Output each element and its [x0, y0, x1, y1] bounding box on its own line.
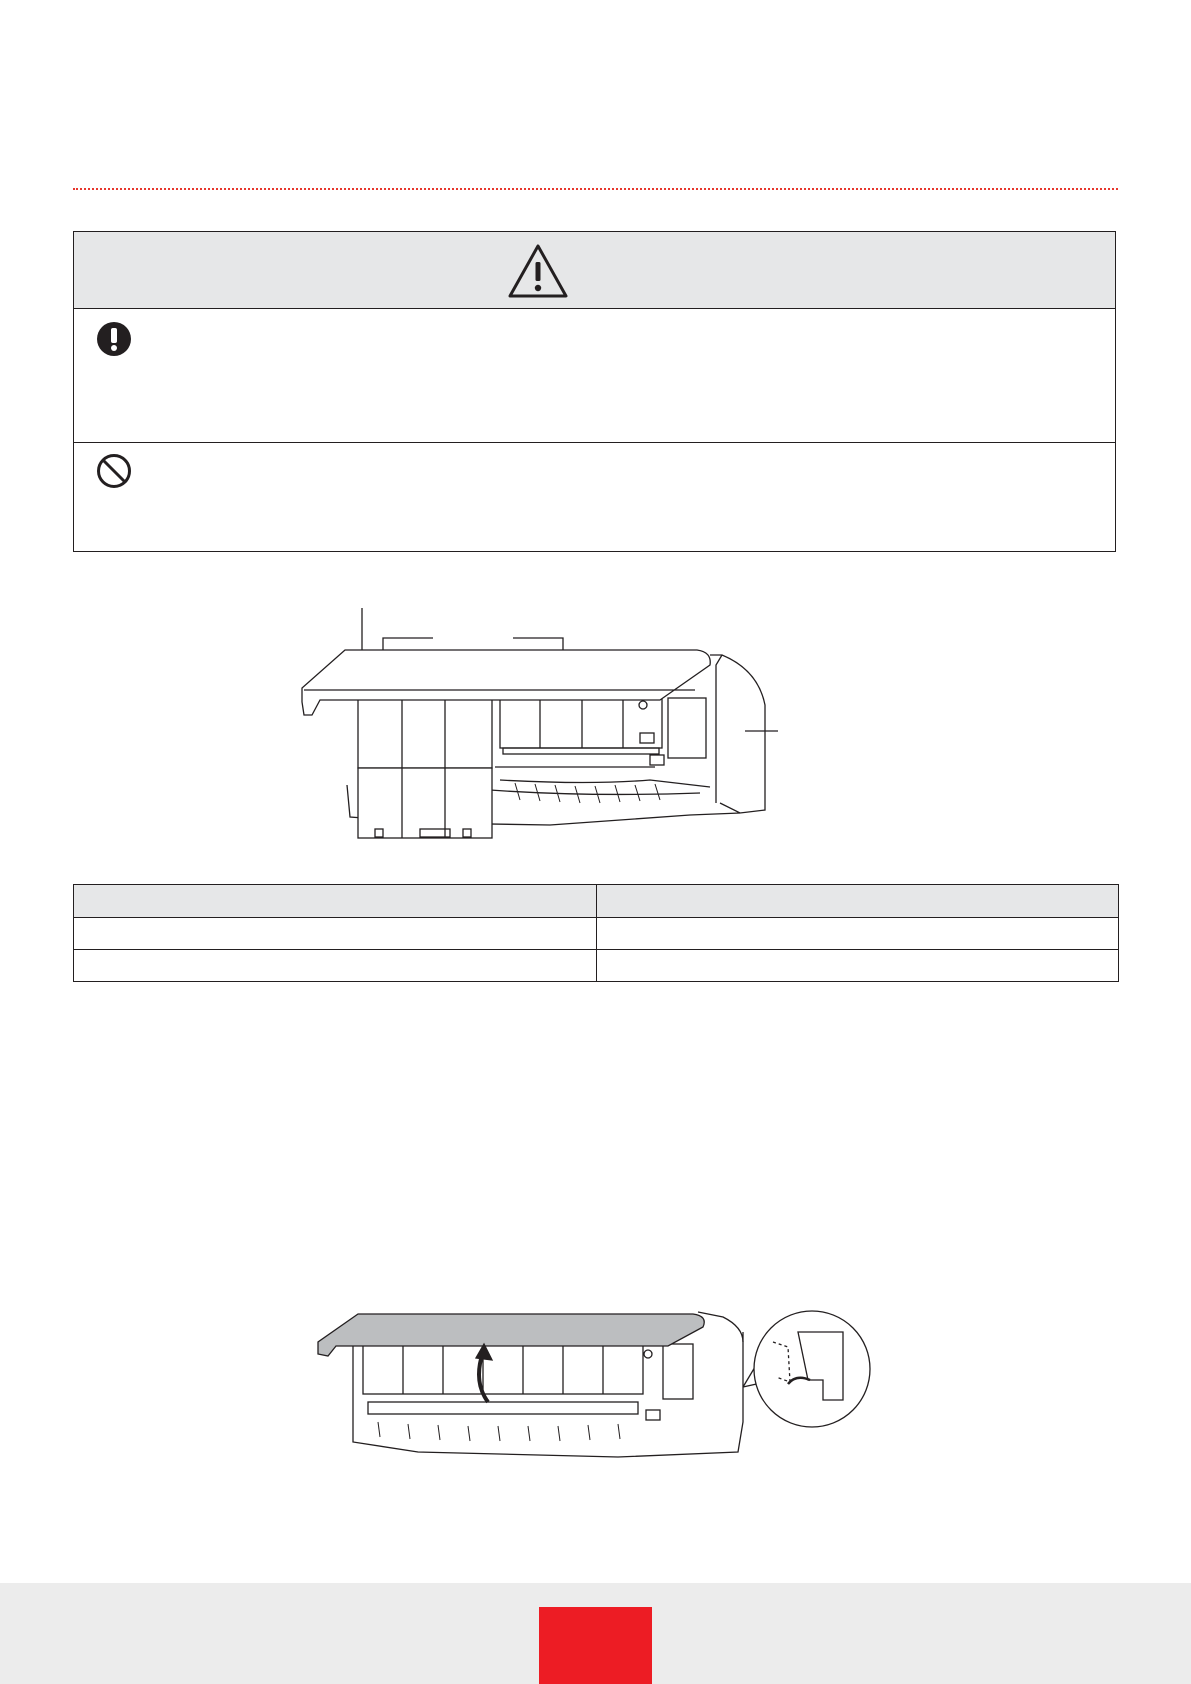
table-header-row [74, 885, 1119, 918]
warning-row-prohibition [74, 443, 1115, 553]
page-number-tab [539, 1607, 652, 1684]
table-cell [74, 950, 597, 982]
table-row [74, 918, 1119, 950]
warning-row-mandatory [74, 309, 1115, 443]
prohibition-icon [96, 453, 132, 489]
open-front-panel-diagram [318, 1302, 878, 1462]
table-cell [74, 918, 597, 950]
table-header-cell [596, 885, 1119, 918]
warning-box [73, 231, 1116, 552]
indoor-unit-filters-diagram [290, 605, 790, 840]
warning-triangle-icon [506, 242, 570, 300]
table-header-cell [74, 885, 597, 918]
spec-table [73, 884, 1119, 982]
table-cell [596, 918, 1119, 950]
table-row [74, 950, 1119, 982]
warning-header [74, 232, 1115, 309]
section-divider [73, 188, 1118, 190]
table-cell [596, 950, 1119, 982]
mandatory-exclamation-icon [96, 321, 132, 357]
